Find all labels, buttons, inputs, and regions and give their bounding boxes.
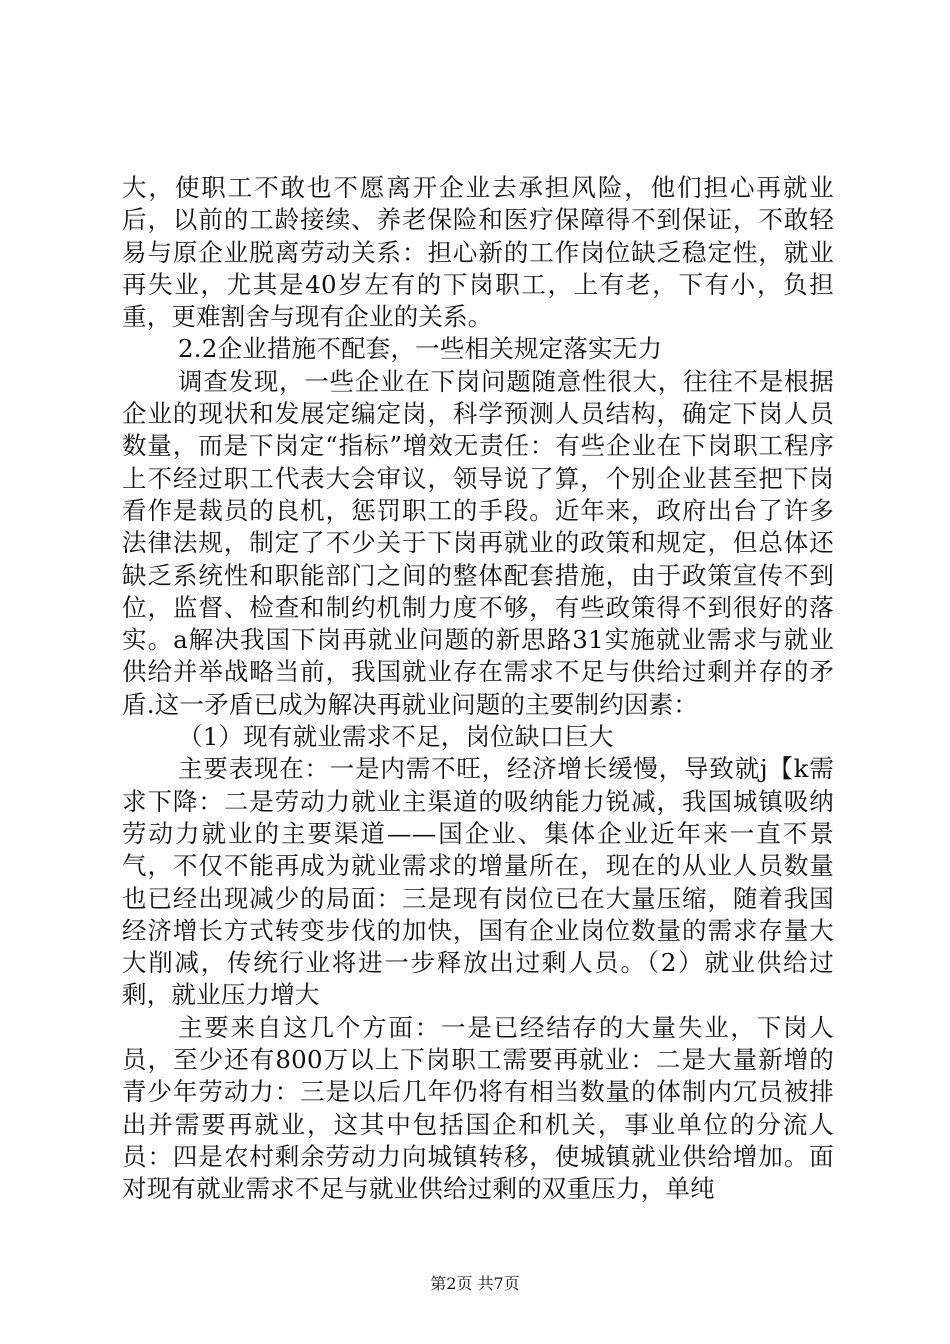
paragraph-supply-sources: 主要来自这几个方面：一是已经结存的大量失业，下岗人员，至少还有800万以上下岗职工需要再就业：二是大量新增的青少年劳动力：三是以后几年仍将有相当数量的体制内冗员被排出并需要再就业，这其中包括国企和机关，事业单位的分流人员：四是农村剩余劳动力向城镇转移，使城镇就业供给增加。面对现有就业需求不足与就业供给过剩的双重压力，单纯 [122, 1012, 834, 1204]
paragraph-investigation: 调查发现，一些企业在下岗问题随意性很大，往往不是根据企业的现状和发展定编定岗，科学预测人员结构，确定下岗人员数量，而是下岗定“指标”增效无责任：有些企业在下岗职工程序上不经过职工代表大会审议，领导说了算，个别企业甚至把下岗看作是裁员的良机，惩罚职工的手段。近年来，政府出台了许多法律法规，制定了不少关于下岗再就业的政策和规定，但总体还缺乏系统性和职能部门之间的整体配套措施，由于政策宣传不到位，监督、检查和制约机制力度不够，有些政策得不到很好的落实。a解决我国下岗再就业问题的新思路31实施就业需求与就业供给并举战略当前，我国就业存在需求不足与供给过剩并存的矛盾.这一矛盾已成为解决再就业问题的主要制约因素： [122, 366, 834, 719]
section-heading-2-2: 2.2企业措施不配套，一些相关规定落实无力 [178, 334, 663, 364]
paragraph-continuation: 大，使职工不敢也不愿离开企业去承担风险，他们担心再就业后，以前的工龄接续、养老保险和医疗保障得不到保证，不敢轻易与原企业脱离劳动关系：担心新的工作岗位缺乏稳定性，就业再失业，尤其是40岁左有的下岗职工，上有老，下有小，负担重，更难割舍与现有企业的关系。 [122, 173, 834, 332]
document-body [122, 172, 834, 1206]
page-footer: 第2页 共7页 [430, 1274, 520, 1293]
paragraph-main-manifestations: 主要表现在：一是内需不旺，经济增长缓慢，导致就j【k需求下降：二是劳动力就业主渠道的吸纳能力锐减，我国城镇吸纳劳动力就业的主要渠道——国企业、集体企业近年来一直不景气，不仅不能再成为就业需求的增量所在，现在的从业人员数量也已经出现减少的局面：三是现有岗位已在大量压缩，随着我国经济增长方式转变步伐的加快，国有企业岗位数量的需求存量大大削减，传统行业将进一步释放出过剩人员。（2）就业供给过剩，就业压力增大 [122, 754, 834, 1010]
subheading-demand-shortage: （1）现有就业需求不足，岗位缺口巨大 [178, 722, 614, 752]
